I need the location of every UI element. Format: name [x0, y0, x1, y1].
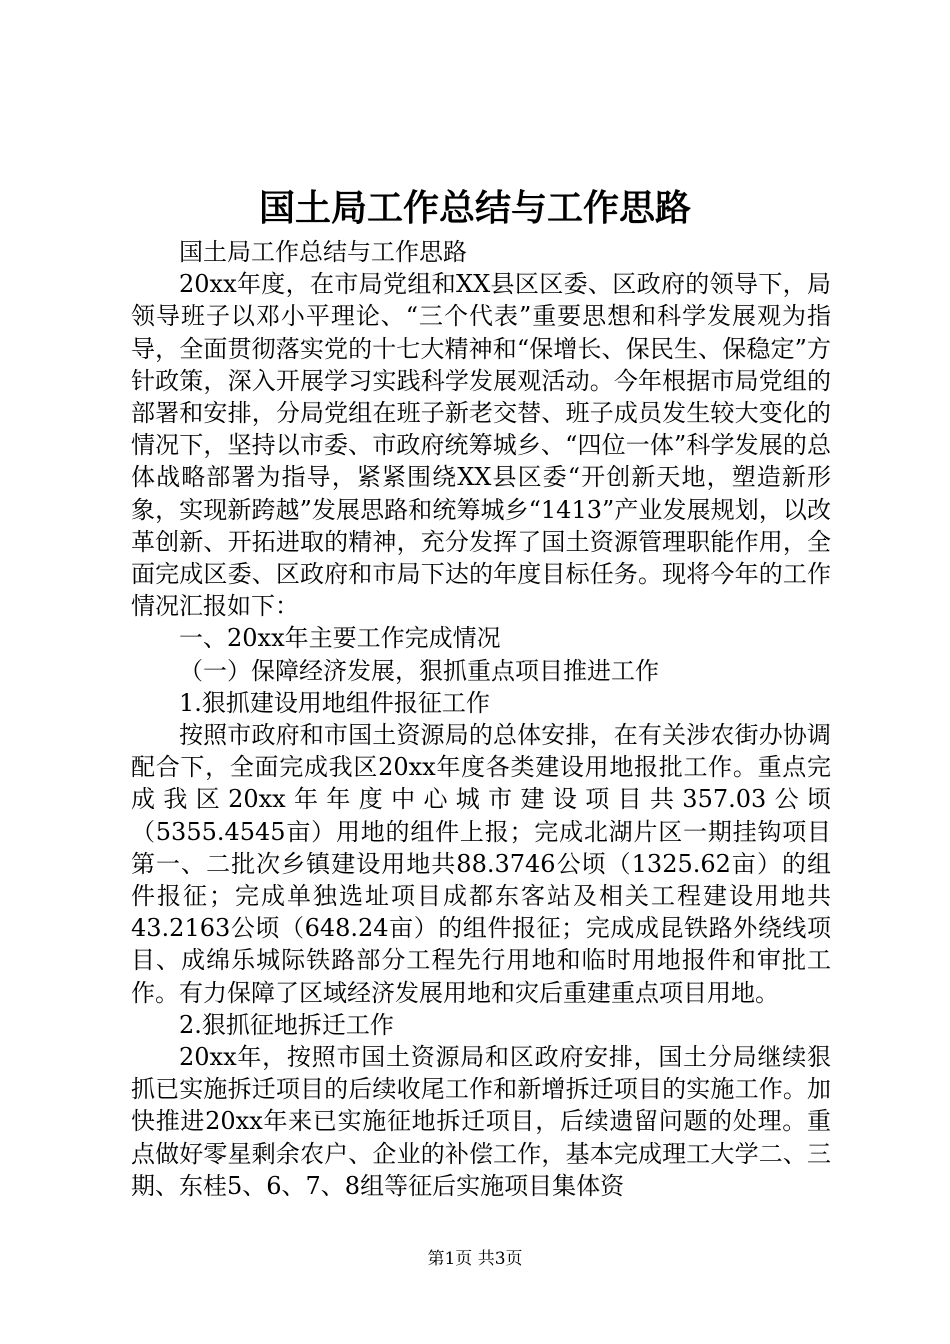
section-heading-1: 一、20xx年主要工作完成情况	[179, 624, 501, 653]
document-title: 国土局工作总结与工作思路	[258, 187, 691, 229]
paragraph-demolition: 20xx年，按照市国土资源局和区政府安排，国土分局继续狠抓已实施拆迁项目的后续收尾工作和新增拆迁项目的实施工作。加快推进20xx年来已实施征地拆迁项目，后续遗留问题的处理。重点做好零星剩余农户、企业的补偿工作，基本完成理工大学二、三期、东桂5、6、7、8组等征后实施项目集体资	[131, 1043, 831, 1200]
subsection-heading-1: （一）保障经济发展，狠抓重点项目推进工作	[179, 656, 659, 685]
paragraph-subtitle: 国土局工作总结与工作思路	[179, 238, 467, 266]
page-footer: 第1页 共3页	[427, 1249, 523, 1269]
paragraph-land-approval: 按照市政府和市国土资源局的总体安排，在有关涉农街办协调配合下，全面完成我区20xx年度各类建设用地报批工作。重点完成我区20xx年年度中心城市建设项目共357.03公顷（5355.4545亩）用地的组件上报；完成北湖片区一期挂钩项目第一、二批次乡镇建设用地共88.3746公顷（1325.62亩）的组件报征；完成单独选址项目成都东客站及相关工程建设用地共43.2163公顷（648.24亩）的组件报征；完成成昆铁路外绕线项目、成绵乐城际铁路部分工程先行用地和临时用地报件和审批工作。有力保障了区域经济发展用地和灾后重建重点项目用地。	[131, 721, 831, 1007]
paragraph-intro: 20xx年度，在市局党组和XX县区区委、区政府的领导下，局领导班子以邓小平理论、“三个代表”重要思想和科学发展观为指导，全面贯彻落实党的十七大精神和“保增长、保民生、保稳定”方针政策，深入开展学习实践科学发展观活动。今年根据市局党组的部署和安排，分局党组在班子新老交替、班子成员发生较大变化的情况下，坚持以市委、市政府统筹城乡、“四位一体”科学发展的总体战略部署为指导，紧紧围绕XX县区委“开创新天地，塑造新形象，实现新跨越”发展思路和统筹城乡“1413”产业发展规划，以改革创新、开拓进取的精神，充分发挥了国土资源管理职能作用，全面完成区委、区政府和市局下达的年度目标任务。现将今年的工作情况汇报如下：	[131, 270, 831, 621]
document-body	[131, 236, 831, 1202]
item-heading-1: 1.狠抓建设用地组件报征工作	[179, 688, 490, 717]
item-heading-2: 2.狠抓征地拆迁工作	[179, 1010, 394, 1039]
